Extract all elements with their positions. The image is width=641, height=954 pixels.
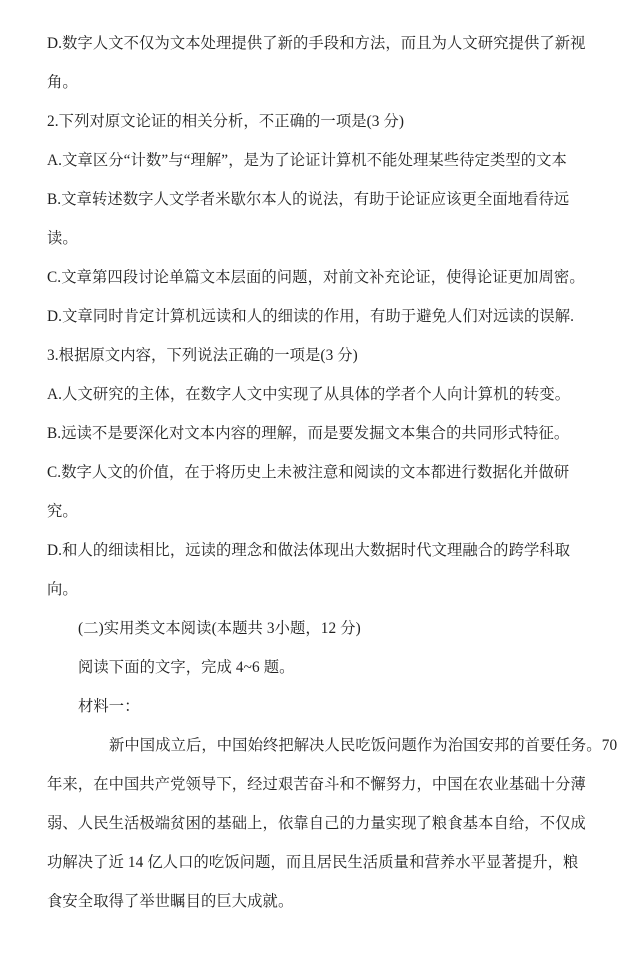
q3-stem: 3.根据原文内容，下列说法正确的一项是(3 分) bbox=[47, 347, 358, 364]
q1-opt-d-l1: D.数字人文不仅为文本处理提供了新的手段和方法，而且为人文研究提供了新视 bbox=[47, 35, 586, 52]
q3-opt-b: B.远读不是要深化对文本内容的理解，而是要发掘文本集合的共同形式特征。 bbox=[47, 425, 570, 442]
q3-opt-c-l1: C.数字人文的价值，在于将历史上未被注意和阅读的文本都进行数据化并做研 bbox=[47, 464, 570, 481]
q2-opt-d: D.文章同时肯定计算机远读和人的细读的作用，有助于避免人们对远读的误解. bbox=[47, 308, 575, 325]
q3-opt-d-l1: D.和人的细读相比，远读的理念和做法体现出大数据时代文理融合的跨学科取 bbox=[47, 542, 571, 559]
q2-opt-c: C.文章第四段讨论单篇文本层面的问题，对前文补充论证，使得论证更加周密。 bbox=[47, 269, 585, 286]
reading-instruction: 阅读下面的文字，完成 4~6 题。 bbox=[78, 659, 295, 676]
material-one-p1-l1: 新中国成立后，中国始终把解决人民吃饭问题作为治国安邦的首要任务。70 bbox=[109, 737, 618, 754]
material-one-p1-l5: 食安全取得了举世瞩目的巨大成就。 bbox=[47, 893, 294, 910]
q2-opt-b-l2: 读。 bbox=[47, 230, 78, 247]
q2-opt-a: A.文章区分“计数”与“理解”，是为了论证计算机不能处理某些待定类型的文本 bbox=[47, 152, 567, 169]
material-one-p1-l4: 功解决了近 14 亿人口的吃饭问题，而且居民生活质量和营养水平显著提升，粮 bbox=[47, 854, 579, 871]
document-text-body bbox=[47, 24, 618, 921]
q1-opt-d-l2: 角。 bbox=[47, 74, 78, 91]
q3-opt-d-l2: 向。 bbox=[47, 581, 78, 598]
q2-stem: 2.下列对原文论证的相关分析，不正确的一项是(3 分) bbox=[47, 113, 405, 130]
q3-opt-c-l2: 究。 bbox=[47, 503, 78, 520]
q2-opt-b-l1: B.文章转述数字人文学者米歇尔本人的说法，有助于论证应该更全面地看待远 bbox=[47, 191, 570, 208]
q3-opt-a: A.人文研究的主体，在数字人文中实现了从具体的学者个人向计算机的转变。 bbox=[47, 386, 571, 403]
material-one-label: 材料一： bbox=[78, 698, 140, 715]
material-one-p1-l2: 年来，在中国共产党领导下，经过艰苦奋斗和不懈努力，中国在农业基础十分薄 bbox=[47, 776, 586, 793]
material-one-p1-l3: 弱、人民生活极端贫困的基础上，依靠自己的力量实现了粮食基本自给，不仅成 bbox=[47, 815, 586, 832]
section-two-heading: (二)实用类文本阅读(本题共 3小题，12 分) bbox=[78, 620, 361, 637]
